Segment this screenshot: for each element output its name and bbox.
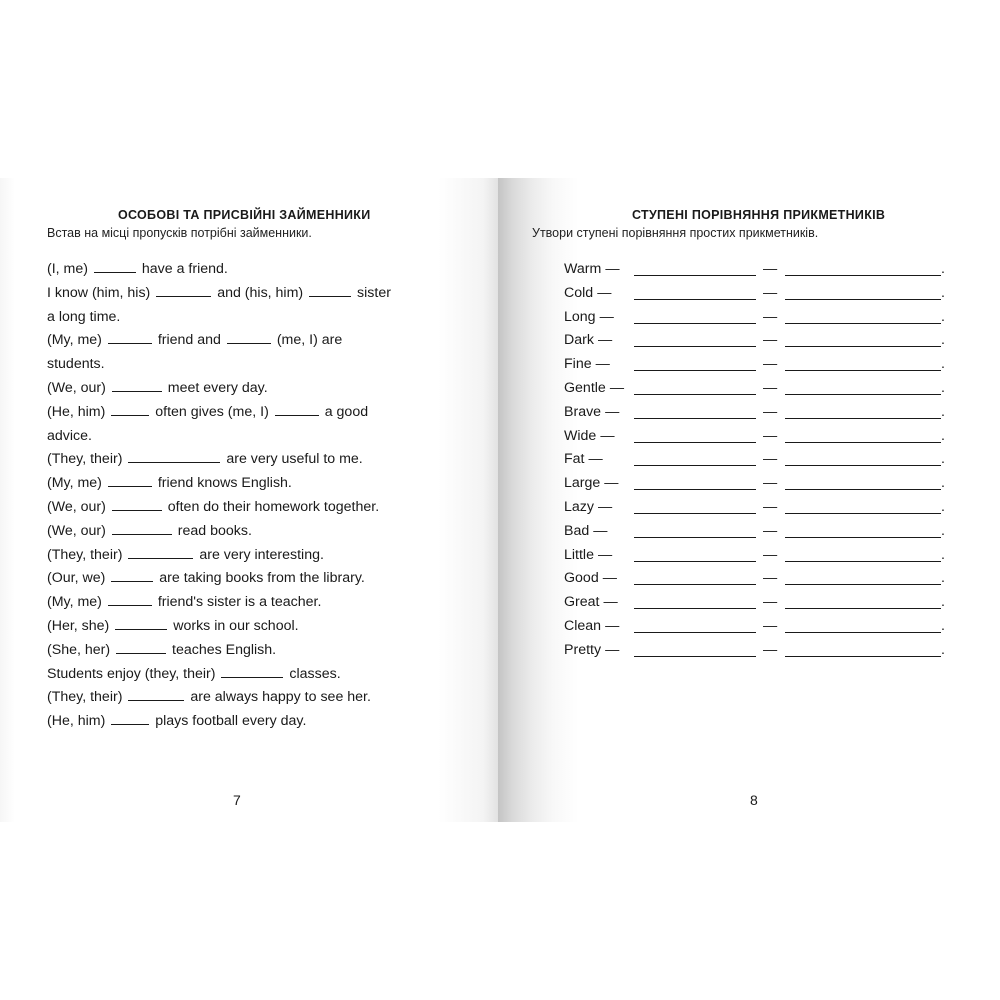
exercise-line [47, 639, 467, 663]
adjective-row [564, 377, 954, 401]
superlative-blank[interactable] [785, 465, 941, 466]
exercise-text: a long time. [47, 308, 121, 325]
fill-in-blank[interactable] [221, 676, 283, 678]
dash: — [763, 379, 778, 396]
superlative-blank[interactable] [785, 537, 941, 538]
comparative-blank[interactable] [634, 489, 756, 490]
exercise-text: are very useful to me. [226, 451, 363, 468]
exercise-line [47, 353, 467, 377]
exercise-text: (We, our) [47, 498, 106, 515]
fill-in-blank[interactable] [108, 485, 152, 487]
exercise-line [47, 425, 467, 449]
superlative-blank[interactable] [785, 275, 941, 276]
exercise-text: and (his, him) [217, 284, 304, 301]
left-page [0, 178, 498, 822]
superlative-blank[interactable] [785, 299, 941, 300]
adjective-word: Wide [564, 427, 597, 444]
end-mark: . [941, 451, 945, 468]
dash: — [763, 475, 778, 492]
superlative-blank[interactable] [785, 561, 941, 562]
exercise-line [47, 306, 467, 330]
adjective-word: Lazy [564, 498, 594, 515]
dash: — [588, 451, 603, 468]
exercise-text: students. [47, 356, 105, 373]
exercise-text: advice. [47, 427, 92, 444]
adjective-word: Bad [564, 522, 590, 539]
fill-in-blank[interactable] [275, 414, 319, 416]
comparative-blank[interactable] [634, 584, 756, 585]
exercise-line [47, 282, 467, 306]
end-mark: . [941, 308, 945, 325]
exercise-text: (They, their) [47, 546, 123, 563]
end-mark: . [941, 546, 945, 563]
end-mark: . [941, 498, 945, 515]
exercise-text: friend and [157, 332, 221, 349]
exercise-text: (We, our) [47, 522, 106, 539]
dash: — [597, 284, 612, 301]
exercise-text: (He, him) [47, 713, 106, 730]
adjective-word: Gentle [564, 379, 606, 396]
exercise-line [47, 567, 467, 591]
exercise-text: classes. [289, 665, 341, 682]
dash: — [763, 522, 778, 539]
fill-in-blank[interactable] [115, 628, 167, 630]
exercise-text: (Her, she) [47, 617, 110, 634]
dash: — [763, 546, 778, 563]
exercise-text: have a friend. [141, 261, 228, 277]
adjective-row [564, 401, 954, 425]
superlative-blank[interactable] [785, 323, 941, 324]
right-page-title: СТУПЕНІ ПОРІВНЯННЯ ПРИКМЕТНИКІВ [632, 208, 886, 222]
dash: — [763, 570, 778, 587]
dash: — [763, 356, 778, 373]
fill-in-blank[interactable] [227, 342, 271, 344]
dash: — [763, 403, 778, 420]
adjective-word: Little [564, 546, 594, 563]
exercise-line [47, 520, 467, 544]
dash: — [763, 617, 778, 634]
dash: — [603, 594, 618, 611]
comparative-blank[interactable] [634, 632, 756, 633]
exercise-text: (She, her) [47, 641, 111, 658]
superlative-blank[interactable] [785, 656, 941, 657]
exercise-text: (He, him) [47, 403, 106, 420]
adjective-row [564, 567, 954, 591]
adjective-exercise-list [564, 258, 954, 663]
comparative-blank[interactable] [634, 608, 756, 609]
dash: — [600, 427, 615, 444]
superlative-blank[interactable] [785, 513, 941, 514]
exercise-line [47, 401, 467, 425]
adjective-word: Brave [564, 403, 602, 420]
dash: — [763, 308, 778, 325]
dash: — [605, 617, 620, 634]
adjective-row [564, 329, 954, 353]
dash: — [763, 284, 778, 301]
fill-in-blank[interactable] [108, 342, 152, 344]
right-page-instruction: Утвори ступені порівняння простих прикметників. [532, 226, 819, 240]
fill-in-blank[interactable] [116, 652, 166, 654]
book-spread [0, 178, 1000, 822]
adjective-word: Cold [564, 284, 594, 301]
left-page-number: 7 [233, 792, 241, 808]
adjective-row [564, 639, 954, 663]
adjective-row [564, 425, 954, 449]
dash: — [605, 261, 620, 277]
fill-in-blank[interactable] [128, 557, 193, 559]
exercise-text: sister [357, 284, 391, 301]
dash: — [763, 332, 778, 349]
comparative-blank[interactable] [634, 465, 756, 466]
adjective-word: Large [564, 475, 601, 492]
comparative-blank[interactable] [634, 418, 756, 419]
exercise-text: a good [324, 403, 369, 420]
dash: — [597, 546, 613, 563]
exercise-text: are taking books from the library. [159, 570, 365, 587]
right-page [498, 178, 1000, 822]
exercise-line [47, 329, 467, 353]
adjective-word: Fine [564, 356, 592, 373]
superlative-blank[interactable] [785, 584, 941, 585]
dash: — [597, 498, 613, 515]
end-mark: . [941, 570, 945, 587]
fill-in-blank[interactable] [156, 295, 211, 297]
end-mark: . [941, 427, 945, 444]
dash: — [602, 570, 617, 587]
dash: — [763, 261, 778, 277]
dash: — [604, 475, 619, 492]
end-mark: . [941, 379, 945, 396]
fill-in-blank[interactable] [309, 295, 351, 297]
exercise-text: friend knows English. [157, 475, 292, 492]
exercise-text: plays football every day. [155, 713, 307, 730]
adjective-row [564, 591, 954, 615]
exercise-text: often gives (me, I) [155, 403, 269, 420]
end-mark: . [941, 332, 945, 349]
dash: — [605, 641, 620, 658]
end-mark: . [941, 356, 945, 373]
exercise-text: (My, me) [47, 594, 102, 611]
fill-in-blank[interactable] [111, 414, 149, 416]
adjective-word: Warm [564, 261, 602, 277]
exercise-text: I know (him, his) [47, 284, 151, 301]
exercise-text: (They, their) [47, 451, 123, 468]
dash: — [763, 594, 778, 611]
adjective-word: Dark [564, 332, 594, 349]
dash: — [599, 308, 614, 325]
comparative-blank[interactable] [634, 299, 756, 300]
fill-in-blank[interactable] [111, 723, 149, 725]
dash: — [763, 451, 778, 468]
exercise-text: read books. [177, 522, 252, 539]
adjective-row [564, 520, 954, 544]
fill-in-blank[interactable] [112, 509, 162, 511]
left-page-instruction: Встав на місці пропусків потрібні займенники. [47, 226, 312, 240]
adjective-row [564, 448, 954, 472]
exercise-text: (I, me) [47, 261, 88, 277]
adjective-word: Pretty [564, 641, 602, 658]
adjective-word: Long [564, 308, 596, 325]
exercise-text: teaches English. [172, 641, 277, 658]
dash: — [595, 356, 610, 373]
exercise-text: meet every day. [167, 379, 268, 396]
dash: — [605, 403, 620, 420]
exercise-text: works in our school. [173, 617, 299, 634]
fill-in-blank[interactable] [94, 271, 136, 273]
comparative-blank[interactable] [634, 561, 756, 562]
exercise-text: (My, me) [47, 332, 102, 349]
exercise-text: (My, me) [47, 475, 102, 492]
exercise-line [47, 448, 467, 472]
adjective-row [564, 472, 954, 496]
exercise-line [47, 686, 467, 710]
exercise-line [47, 591, 467, 615]
adjective-word: Great [564, 594, 600, 611]
superlative-blank[interactable] [785, 418, 941, 419]
comparative-blank[interactable] [634, 442, 756, 443]
superlative-blank[interactable] [785, 442, 941, 443]
superlative-blank[interactable] [785, 370, 941, 371]
exercise-text: friend's sister is a teacher. [157, 594, 322, 611]
fill-in-blank[interactable] [128, 699, 184, 701]
end-mark: . [941, 594, 945, 611]
end-mark: . [941, 641, 945, 658]
adjective-word: Clean [564, 617, 602, 634]
adjective-row [564, 615, 954, 639]
exercise-line [47, 544, 467, 568]
exercise-line [47, 472, 467, 496]
comparative-blank[interactable] [634, 370, 756, 371]
exercise-line [47, 496, 467, 520]
exercise-line [47, 258, 467, 282]
fill-in-blank[interactable] [112, 390, 162, 392]
end-mark: . [941, 284, 945, 301]
exercise-line [47, 710, 467, 734]
exercise-text: (me, I) are [276, 332, 343, 349]
exercise-line [47, 663, 467, 687]
comparative-blank[interactable] [634, 537, 756, 538]
fill-in-blank[interactable] [128, 461, 220, 463]
right-page-number: 8 [750, 792, 758, 808]
superlative-blank[interactable] [785, 489, 941, 490]
left-page-title: ОСОБОВІ ТА ПРИСВІЙНІ ЗАЙМЕННИКИ [118, 208, 371, 222]
comparative-blank[interactable] [634, 513, 756, 514]
exercise-text: (We, our) [47, 379, 106, 396]
end-mark: . [941, 261, 945, 277]
end-mark: . [941, 403, 945, 420]
pronoun-exercise-list [47, 258, 467, 734]
exercise-line [47, 615, 467, 639]
dash: — [763, 427, 778, 444]
fill-in-blank[interactable] [112, 533, 172, 535]
adjective-row [564, 282, 954, 306]
exercise-line [47, 377, 467, 401]
fill-in-blank[interactable] [111, 580, 153, 582]
superlative-blank[interactable] [785, 608, 941, 609]
comparative-blank[interactable] [634, 346, 756, 347]
dash: — [597, 332, 613, 349]
superlative-blank[interactable] [785, 346, 941, 347]
end-mark: . [941, 475, 945, 492]
dash: — [763, 498, 778, 515]
adjective-row [564, 544, 954, 568]
exercise-text: are very interesting. [199, 546, 324, 563]
dash: — [763, 641, 778, 658]
end-mark: . [941, 522, 945, 539]
exercise-text: (Our, we) [47, 570, 106, 587]
superlative-blank[interactable] [785, 394, 941, 395]
adjective-row [564, 496, 954, 520]
exercise-text: often do their homework together. [167, 498, 380, 515]
exercise-text: (They, their) [47, 689, 123, 706]
comparative-blank[interactable] [634, 275, 756, 276]
comparative-blank[interactable] [634, 394, 756, 395]
adjective-row [564, 353, 954, 377]
exercise-text: are always happy to see her. [190, 689, 371, 706]
fill-in-blank[interactable] [108, 604, 152, 606]
end-mark: . [941, 617, 945, 634]
adjective-row [564, 306, 954, 330]
adjective-word: Good [564, 570, 599, 587]
comparative-blank[interactable] [634, 323, 756, 324]
adjective-row [564, 258, 954, 282]
dash: — [609, 379, 624, 396]
superlative-blank[interactable] [785, 632, 941, 633]
comparative-blank[interactable] [634, 656, 756, 657]
adjective-word: Fat [564, 451, 585, 468]
exercise-text: Students enjoy (they, their) [47, 665, 216, 682]
dash: — [593, 522, 608, 539]
